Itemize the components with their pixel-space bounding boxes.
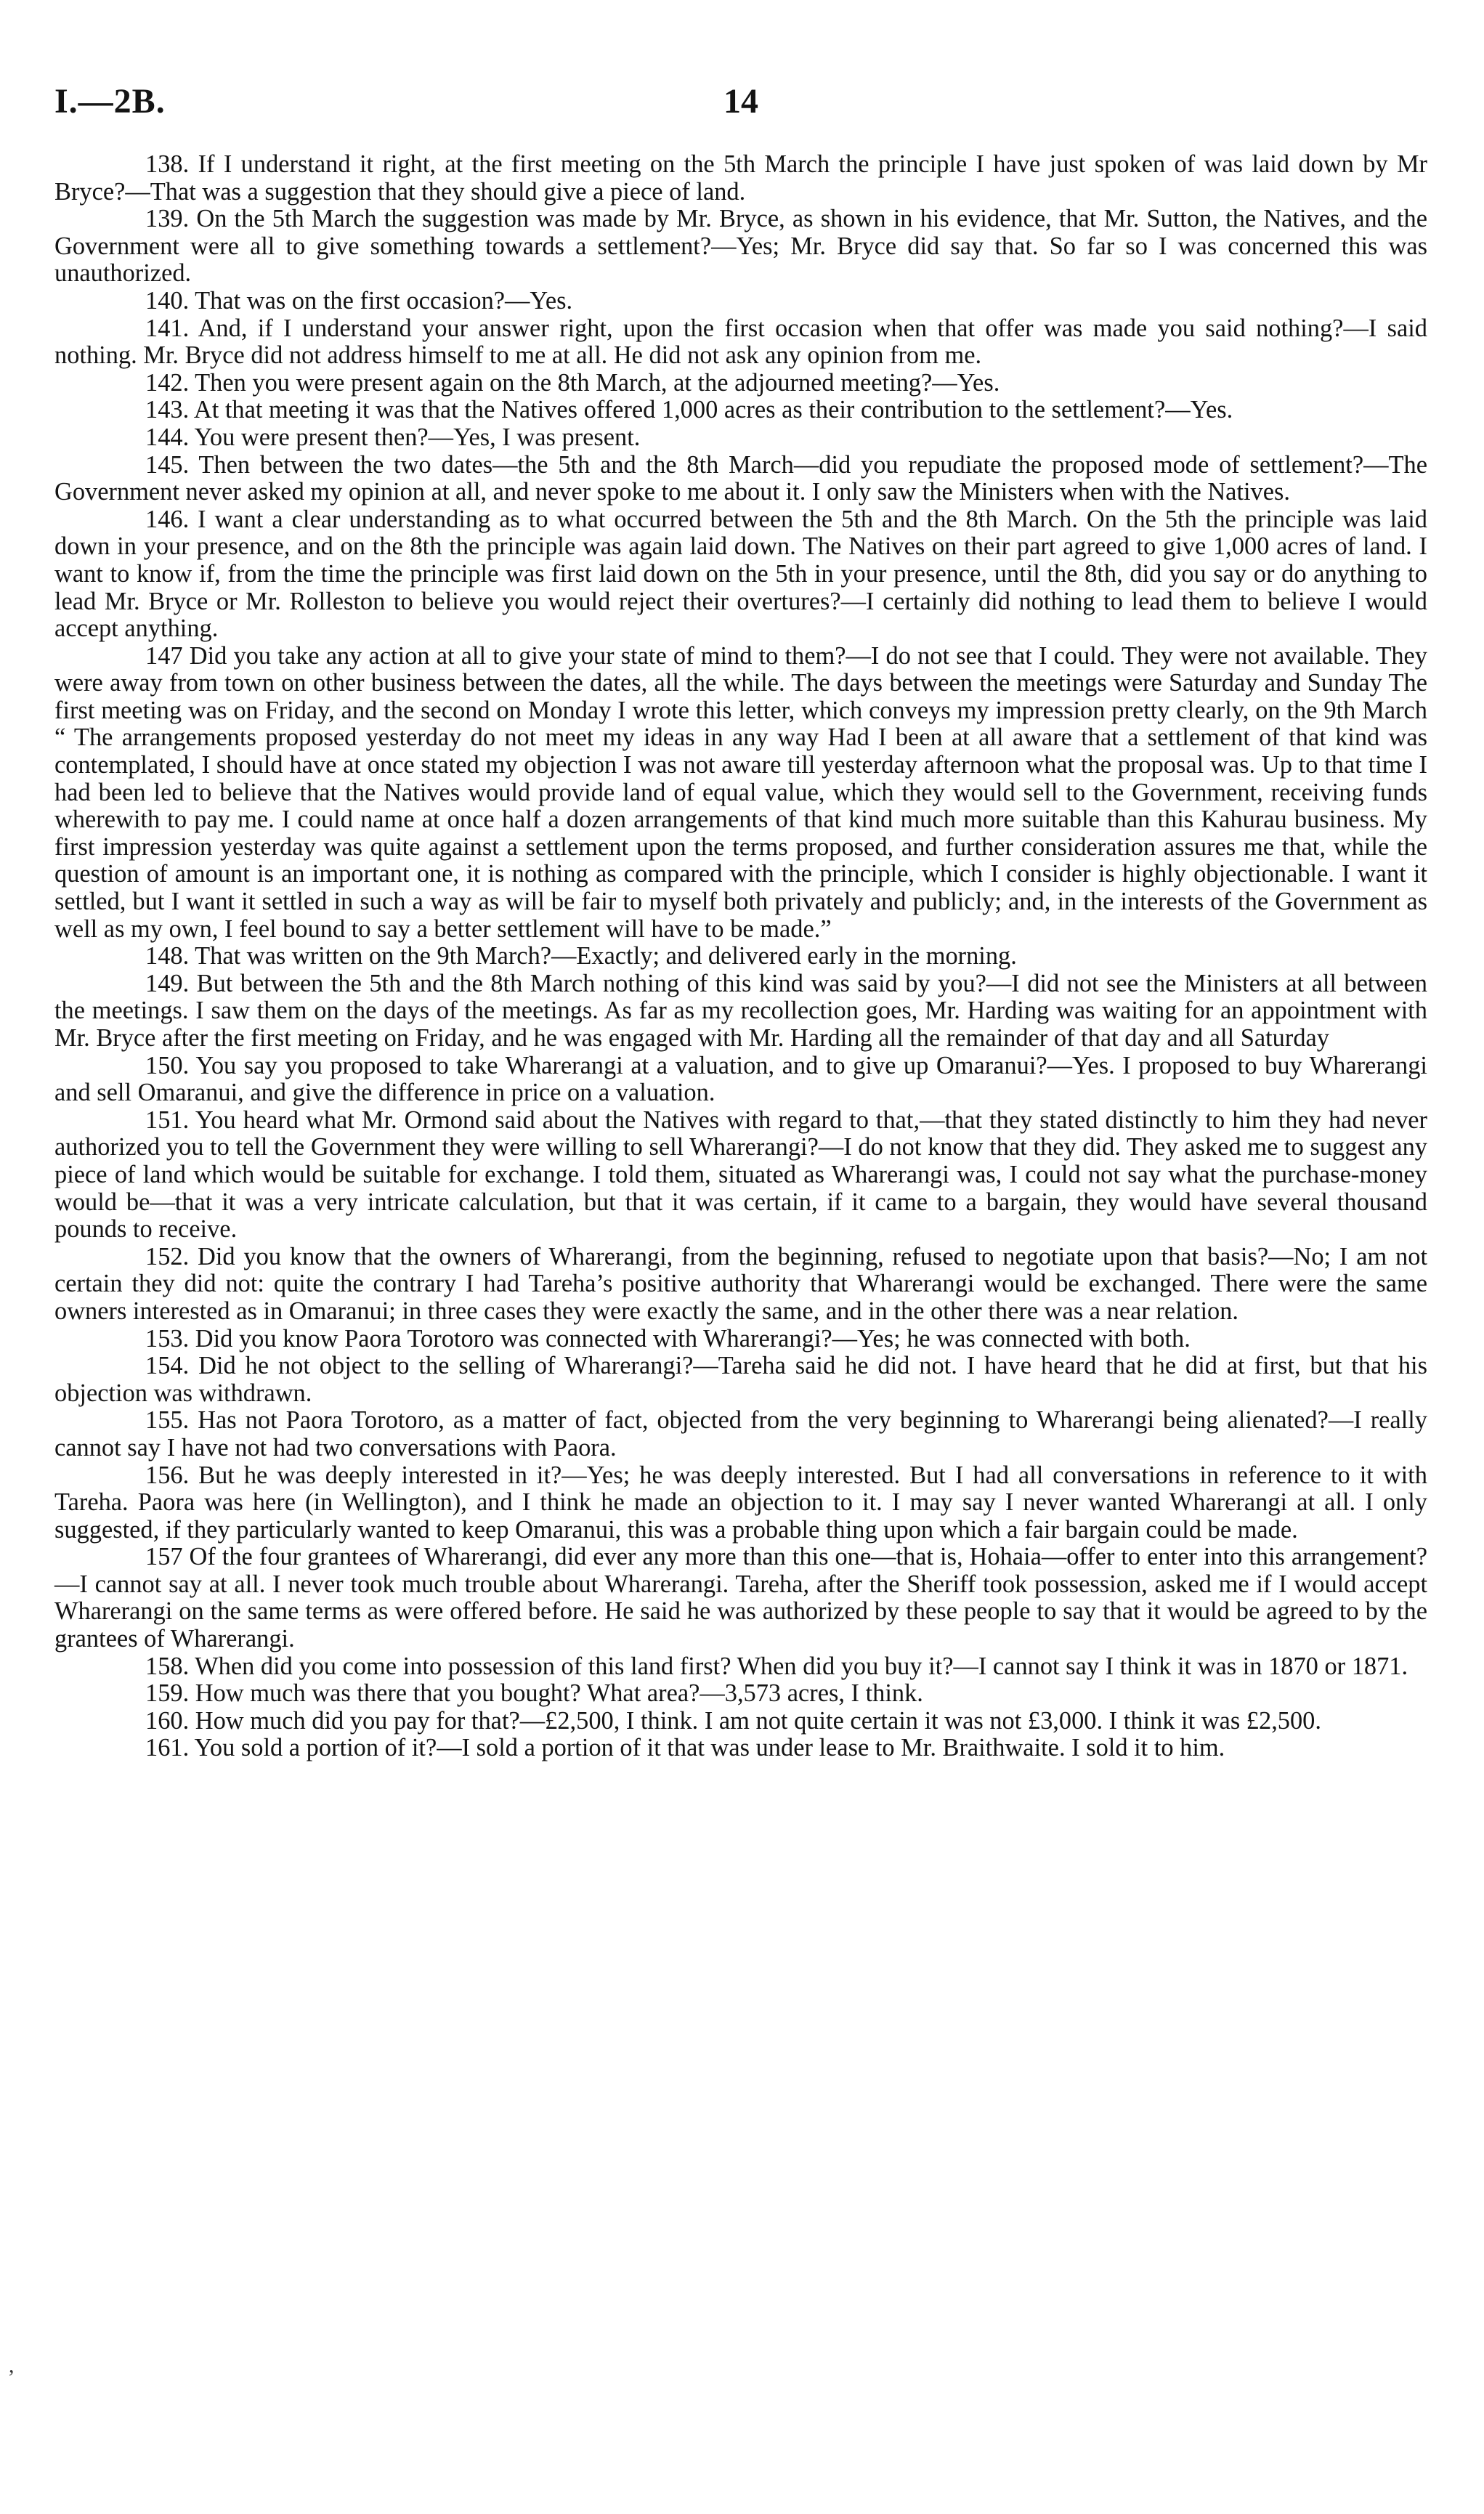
paragraph-146: 146. I want a clear understanding as to what occurred between the 5th and the 8th March. On the 5th the principle was laid down in your presence, and on the 8th the principle was again laid down. The Natives on their part agreed to give 1,000 acres of land. I want to know if, from the time the principle was first laid down on the 5th in your presence, until the 8th, did you say or do anything to lead Mr. Bryce or Mr. Rolleston to believe you would reject their overtures?—I certainly did nothing to lead them to believe I would accept anything. xyxy=(54,505,1427,643)
document-id: I.—2B. xyxy=(54,82,166,121)
paragraph-143: 143. At that meeting it was that the Natives offered 1,000 acres as their contribution to the settlement?—Yes. xyxy=(145,396,1233,424)
paragraph-145: 145. Then between the two dates—the 5th and the 8th March—did you repudiate the proposed mode of settlement?—The Government never asked my opinion at all, and never spoke to me about it. I only saw the Ministers when with the Natives. xyxy=(54,450,1427,506)
page-header xyxy=(54,81,1427,132)
paragraph-158: 158. When did you come into possession of this land first? When did you buy it?—I cannot say I think it was in 1870 or 1871. xyxy=(145,1652,1408,1680)
paragraph-144: 144. You were present then?—Yes, I was present. xyxy=(145,423,641,451)
paragraph-142: 142. Then you were present again on the 8th March, at the adjourned meeting?—Yes. xyxy=(145,368,1000,397)
paragraph-138: 138. If I understand it right, at the first meeting on the 5th March the principle I have just spoken of was laid down by Mr Bryce?—That was a suggestion that they should give a piece of land. xyxy=(54,150,1427,206)
paragraph-155: 155. Has not Paora Torotoro, as a matter of fact, objected from the very beginning to Wharerangi being alienated?—I really cannot say I have not had two conversations with Paora. xyxy=(54,1406,1427,1461)
paragraph-150: 150. You say you proposed to take Wharerangi at a valuation, and to give up Omaranui?—Yes. I proposed to buy Wharerangi and sell Omaranui, and give the difference in price on a valuation. xyxy=(54,1051,1427,1107)
margin-mark: , xyxy=(9,2353,15,2377)
paragraph-148: 148. That was written on the 9th March?—Exactly; and delivered early in the morning. xyxy=(145,942,1017,970)
paragraph-153: 153. Did you know Paora Torotoro was connected with Wharerangi?—Yes; he was connected with both. xyxy=(145,1324,1191,1353)
paragraph-141: 141. And, if I understand your answer right, upon the first occasion when that offer was made you said nothing?—I said nothing. Mr. Bryce did not address himself to me at all. He did not ask any opinion from me. xyxy=(54,314,1427,370)
paragraph-154: 154. Did he not object to the selling of Wharerangi?—Tareha said he did not. I have heard that he did at first, but that his objection was withdrawn. xyxy=(54,1352,1427,1407)
page-number: 14 xyxy=(723,82,758,121)
page-body xyxy=(54,151,1427,1762)
paragraph-149: 149. But between the 5th and the 8th March nothing of this kind was said by you?—I did not see the Ministers at all between the meetings. I saw them on the days of the meetings. As far as my recollection goes, Mr. Harding was waiting for an appointment with Mr. Bryce after the first meeting on Friday, and he was engaged with Mr. Harding all the remainder of that day and all Saturday xyxy=(54,969,1427,1052)
paragraph-140: 140. That was on the first occasion?—Yes. xyxy=(145,286,573,315)
paragraph-159: 159. How much was there that you bought? What area?—3,573 acres, I think. xyxy=(145,1679,923,1708)
paragraph-157: 157 Of the four grantees of Wharerangi, did ever any more than this one—that is, Hohaia—offer to enter into this arrangement?—I cannot say at all. I never took much trouble about Wharerangi. Tareha, after the Sheriff took possession, asked me if I would accept Wharerangi on the same terms as were offered before. He said he was authorized by these people to say that it would be agreed to by the grantees of Wharerangi. xyxy=(54,1543,1427,1653)
paragraph-156: 156. But he was deeply interested in it?—Yes; he was deeply interested. But I had all conversations in reference to it with Tareha. Paora was here (in Wellington), and I think he made an objection to it. I may say I never wanted Wharerangi at all. I only suggested, if they particularly wanted to keep Omaranui, this was a probable thing upon which a fair bargain could be made. xyxy=(54,1461,1427,1544)
paragraph-151: 151. You heard what Mr. Ormond said about the Natives with regard to that,—that they stated distinctly to him they had never authorized you to tell the Government they were willing to sell Wharerangi?—I do not know that they did. They asked me to suggest any piece of land which would be suitable for exchange. I told them, situated as Wharerangi was, I could not say what the purchase-money would be—that it was a very intricate calculation, but that it was certain, if it came to a bargain, they would have several thousand pounds to receive. xyxy=(54,1106,1427,1244)
paragraph-160: 160. How much did you pay for that?—£2,500, I think. I am not quite certain it was not £3,000. I think it was £2,500. xyxy=(145,1706,1321,1735)
paragraph-139: 139. On the 5th March the suggestion was made by Mr. Bryce, as shown in his evidence, that Mr. Sutton, the Natives, and the Government were all to give something towards a settlement?—Yes; Mr. Bryce did say that. So far so I was concerned this was unauthorized. xyxy=(54,205,1427,288)
paragraph-147: 147 Did you take any action at all to give your state of mind to them?—I do not see that I could. They were not available. They were away from town on other business between the dates, all the while. The days between the meetings were Saturday and Sunday The first meeting was on Friday, and the second on Monday I wrote this letter, which conveys my impression pretty clearly, on the 9th March “ The arrangements proposed yesterday do not meet my ideas in any way Had I been at all aware that a settlement of that kind was contemplated, I should have at once stated my objection I was not aware till yesterday afternoon what the proposal was. Up to that time I had been led to believe that the Natives would provide land of equal value, which they would sell to the Government, receiving funds wherewith to pay me. I could name at once half a dozen arrangements of that kind much more suitable than this Kahurau business. My first impression yesterday was quite against a settlement upon the terms proposed, and further consideration assures me that, while the question of amount is an important one, it is nothing as compared with the principle, which I consider is highly objectionable. I want it settled, but I want it settled in such a way as will be fair to myself both privately and publicly; and, in the interests of the Government as well as my own, I feel bound to say a better settlement will have to be made.” xyxy=(54,641,1427,943)
paragraph-152: 152. Did you know that the owners of Wharerangi, from the beginning, refused to negotiate upon that basis?—No; I am not certain they did not: quite the contrary I had Tareha’s positive authority that Wharerangi would be exchanged. There were the same owners interested as in Omaranui; in three cases they were exactly the same, and in the other there was a near relation. xyxy=(54,1242,1427,1325)
paragraph-161: 161. You sold a portion of it?—I sold a portion of it that was under lease to Mr. Braithwaite. I sold it to him. xyxy=(145,1734,1225,1762)
